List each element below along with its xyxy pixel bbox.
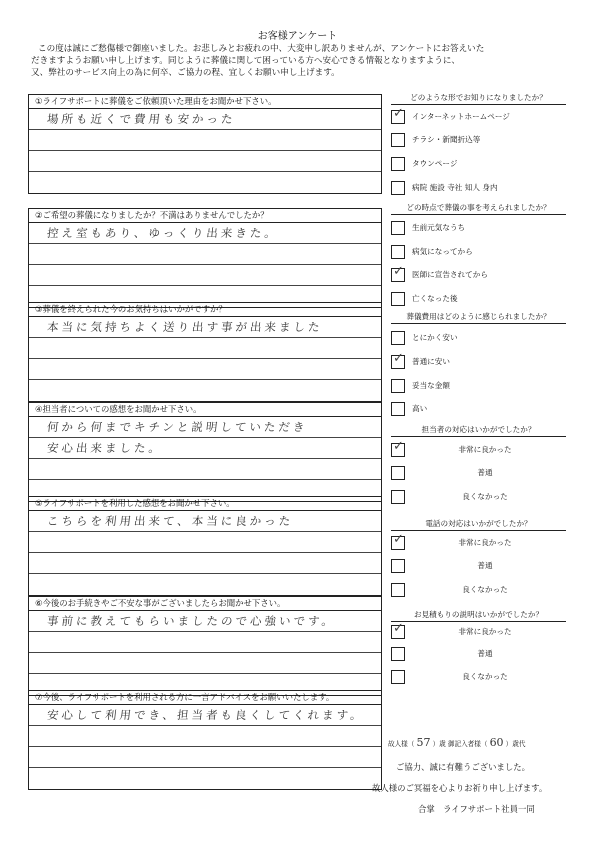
intro-line-2: だきますようお願い申し上げます。同じように葬儀に関して困っている方へ安心できる情報となりますように、 — [31, 56, 461, 66]
question-box-5 — [28, 496, 382, 596]
question-box-4 — [28, 402, 382, 502]
answer-line[interactable] — [29, 109, 381, 130]
question-label: ①ライフサポートに葬儀をご依頼頂いた理由をお聞かせ下さい。 — [29, 95, 381, 109]
survey-checkbox[interactable] — [391, 133, 405, 147]
survey-checkbox[interactable] — [391, 181, 405, 195]
survey-checkbox[interactable] — [391, 379, 405, 393]
answer-line[interactable] — [29, 747, 381, 768]
survey-option-label: 生前元気なうち — [412, 223, 466, 232]
deceased-age-unit: ）歳 — [432, 740, 446, 748]
question-box-6 — [28, 596, 382, 696]
answer-line[interactable] — [29, 317, 381, 338]
survey-checkbox[interactable] — [391, 106, 405, 124]
answer-line[interactable] — [29, 532, 381, 553]
check-mark-icon: ✓ — [393, 106, 404, 121]
survey-option-label: 良くなかった — [462, 585, 508, 594]
survey-checkbox[interactable] — [391, 621, 405, 639]
handwritten-answer: 何から何までキチンと説明していただき — [46, 420, 309, 434]
survey-heading-3: 葬儀費用はどのように感じられましたか？ — [391, 311, 566, 324]
survey-checkbox[interactable] — [391, 331, 405, 345]
prayer-text: 故人様のご冥福を心よりお祈り申し上げます。 — [372, 783, 548, 793]
survey-option-label: インターネットホームページ — [412, 112, 510, 121]
survey-heading-4: 担当者の対応はいかがでしたか？ — [391, 424, 566, 437]
answer-line[interactable] — [29, 438, 381, 459]
answer-line[interactable] — [29, 380, 381, 401]
survey-option-label: チラシ・新聞折込等 — [412, 135, 481, 144]
survey-checkbox[interactable] — [391, 559, 405, 573]
check-mark-icon: ✓ — [393, 264, 404, 279]
handwritten-answer: こちらを利用出来て、本当に良かった — [46, 514, 295, 528]
answer-line[interactable] — [29, 653, 381, 674]
page-title: お客様アンケート — [257, 31, 338, 42]
answer-line[interactable] — [29, 130, 381, 151]
survey-option-label: 妥当な金額 — [412, 381, 450, 390]
question-label: ②ご希望の葬儀になりましたか？不満はありませんでしたか？ — [29, 209, 381, 223]
answer-line[interactable] — [29, 151, 381, 172]
survey-option-label: タウンページ — [412, 159, 458, 168]
survey-checkbox[interactable] — [391, 532, 405, 550]
survey-checkbox[interactable] — [391, 466, 405, 480]
survey-option-label: 亡くなった後 — [412, 294, 458, 303]
survey-option-label: 普通 — [477, 561, 493, 570]
question-label: ⑤ライフサポートを利用した感想をお聞かせ下さい。 — [29, 497, 381, 511]
signature-text: 合掌 ライフサポート社員一同 — [418, 804, 535, 814]
survey-heading-2: どの時点で葬儀の事を考えられましたか？ — [391, 202, 566, 215]
survey-checkbox[interactable] — [391, 439, 405, 457]
survey-option-label: 良くなかった — [462, 492, 508, 501]
answer-line[interactable] — [29, 726, 381, 747]
check-mark-icon: ✓ — [393, 439, 404, 454]
answer-line[interactable] — [29, 611, 381, 632]
deceased-age-label: 故人様（ — [388, 740, 415, 748]
thanks-text: ご協力、誠に有難うございました。 — [396, 762, 530, 772]
handwritten-answer: 本当に気持ちよく送り出す事が出来ました — [46, 320, 324, 334]
answer-line[interactable] — [29, 574, 381, 595]
age-row — [388, 736, 525, 749]
survey-option-label: 普通 — [477, 649, 493, 658]
deceased-age-value[interactable]: 57 — [416, 736, 431, 749]
question-box-7 — [28, 690, 382, 790]
survey-checkbox[interactable] — [391, 292, 405, 306]
question-label: ④担当者についての感想をお聞かせ下さい。 — [29, 403, 381, 417]
survey-heading-5: 電話の対応はいかがでしたか？ — [391, 518, 566, 531]
answer-line[interactable] — [29, 223, 381, 244]
answer-line[interactable] — [29, 338, 381, 359]
survey-option-label: 非常に良かった — [458, 627, 512, 636]
survey-checkbox[interactable] — [391, 402, 405, 416]
survey-option-label: 非常に良かった — [458, 538, 512, 547]
survey-checkbox[interactable] — [391, 264, 405, 282]
answer-line[interactable] — [29, 768, 381, 789]
writer-age-value[interactable]: 60 — [489, 736, 504, 749]
answer-line[interactable] — [29, 172, 381, 193]
survey-option-label: 非常に良かった — [458, 445, 512, 454]
handwritten-answer: 控え室もあり、ゆっくり出来きた。 — [46, 226, 280, 240]
intro-line-1: この度は誠にご愁傷様で御座いました。お悲しみとお疲れの中、大変申し訳ありませんが、アンケートにお答えいた — [38, 44, 485, 54]
answer-line[interactable] — [29, 553, 381, 574]
survey-checkbox[interactable] — [391, 647, 405, 661]
answer-line[interactable] — [29, 511, 381, 532]
answer-line[interactable] — [29, 244, 381, 265]
survey-checkbox[interactable] — [391, 157, 405, 171]
writer-age-label: 御記入者様（ — [447, 740, 488, 748]
survey-checkbox[interactable] — [391, 670, 405, 684]
survey-option-label: 高い — [412, 404, 428, 413]
survey-option-label: 病院 施設 寺社 知人 身内 — [412, 183, 498, 192]
survey-option-label: 病気になってから — [412, 247, 473, 256]
survey-option-label: とにかく安い — [412, 333, 458, 342]
question-box-3 — [28, 302, 382, 402]
survey-checkbox[interactable] — [391, 221, 405, 235]
survey-checkbox[interactable] — [391, 351, 405, 369]
question-box-1 — [28, 94, 382, 194]
writer-age-unit: ）歳代 — [505, 740, 526, 748]
answer-line[interactable] — [29, 459, 381, 480]
survey-heading-6: お見積もりの説明はいかがでしたか？ — [391, 609, 566, 622]
answer-line[interactable] — [29, 705, 381, 726]
handwritten-answer: 安心出来ました。 — [46, 441, 164, 455]
answer-line[interactable] — [29, 359, 381, 380]
answer-line[interactable] — [29, 265, 381, 286]
survey-checkbox[interactable] — [391, 245, 405, 259]
handwritten-answer: 安心して利用でき、担当者も良くしてくれます。 — [46, 708, 366, 722]
question-label: ⑦今後、ライフサポートを利用される方に一言アドバイスをお願いいたします。 — [29, 691, 381, 705]
check-mark-icon: ✓ — [393, 351, 404, 366]
answer-line[interactable] — [29, 417, 381, 438]
survey-checkbox[interactable] — [391, 583, 405, 597]
survey-option-label: 良くなかった — [462, 672, 508, 681]
handwritten-answer: 事前に教えてもらいましたので心強いです。 — [46, 614, 337, 628]
question-label: ③葬儀を終えられた今のお気持ちはいかがですか？ — [29, 303, 381, 317]
check-mark-icon: ✓ — [393, 532, 404, 547]
answer-line[interactable] — [29, 632, 381, 653]
survey-heading-1: どのような形でお知りになりましたか？ — [391, 92, 566, 105]
question-label: ⑥今後のお手続きやご不安な事がございましたらお聞かせ下さい。 — [29, 597, 381, 611]
survey-checkbox[interactable] — [391, 490, 405, 504]
survey-option-label: 医師に宣告されてから — [412, 270, 488, 279]
handwritten-answer: 場所も近くで費用も安かった — [46, 112, 237, 126]
question-box-2 — [28, 208, 382, 308]
survey-option-label: 普通 — [477, 468, 493, 477]
survey-option-label: 普通に安い — [412, 357, 450, 366]
check-mark-icon: ✓ — [393, 621, 404, 636]
intro-line-3: 又、弊社のサービス向上の為に何卒、ご協力の程、宜しくお願い申し上げます。 — [31, 68, 340, 78]
